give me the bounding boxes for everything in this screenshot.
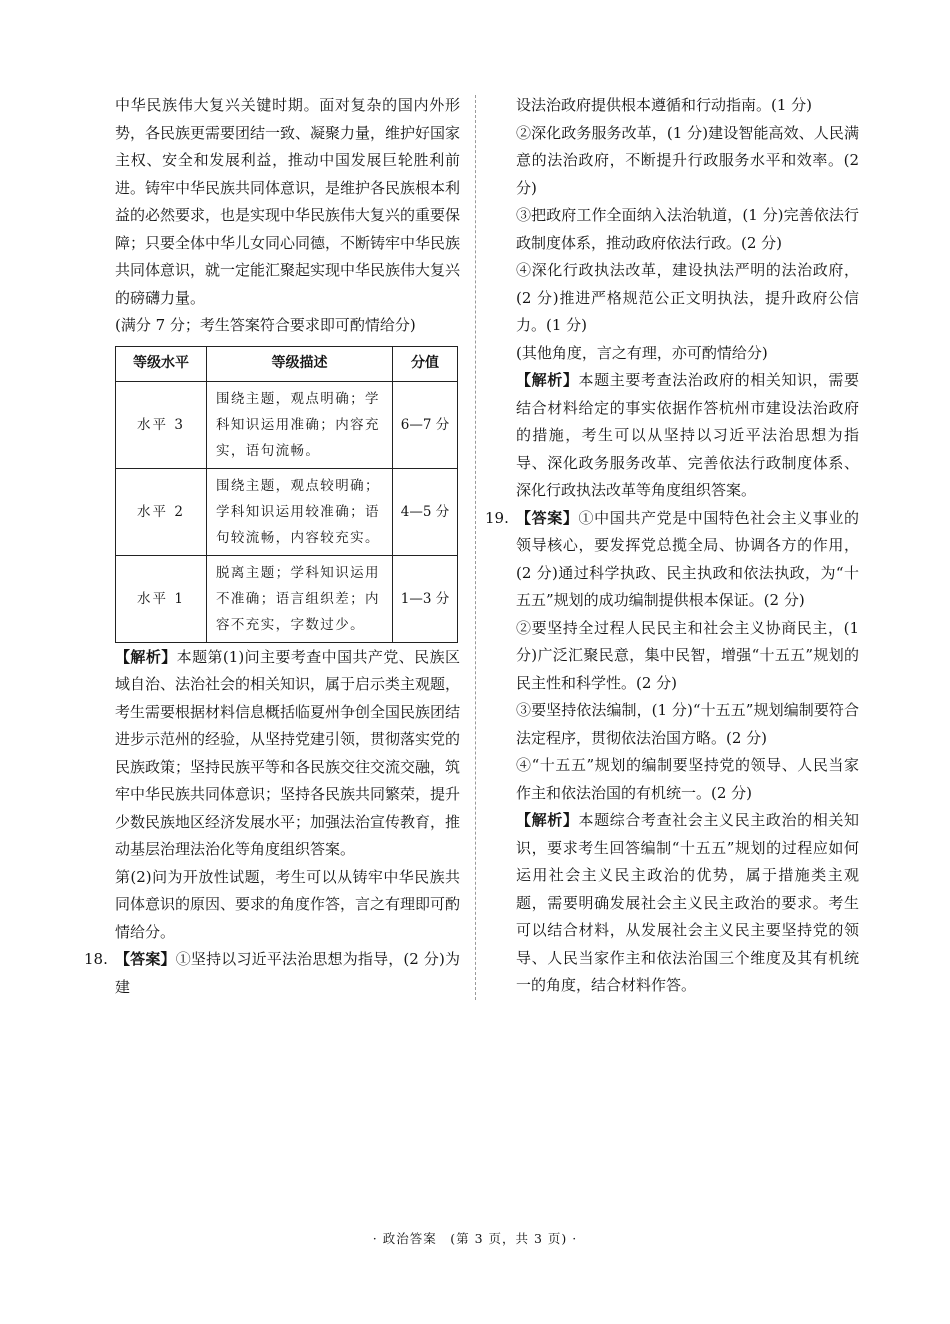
answer-text: ①坚持以习近平法治思想为指导，(2 分)为建 — [115, 950, 460, 996]
table-row — [116, 468, 458, 555]
q19-point-3: ③要坚持依法编制，(1 分)“十五五”规划编制要符合法定程序，贯彻依法治国方略。(2 分) — [516, 701, 859, 747]
score-cell: 4—5 分 — [393, 468, 458, 555]
grading-table — [115, 346, 458, 643]
q18-point-4: ④深化行政执法改革，建设执法严明的法治政府，(2 分)推进严格规范公正文明执法，提升政府公信力。(1 分) — [516, 261, 859, 334]
q19-point-1 — [516, 505, 859, 615]
q19-point-4: ④“十五五”规划的编制要坚持党的领导、人民当家作主和依法治国的有机统一。(2 分) — [516, 756, 859, 802]
column-divider — [475, 95, 476, 1000]
q19-analysis — [516, 807, 859, 1000]
analysis-text: 本题主要考查法治政府的相关知识，需要结合材料给定的事实依据作答杭州市建设法治政府的措施，考生可以从坚持以习近平法治思想为指导、深化政务服务改革、完善依法行政制度体系、深化行政执法改革等角度组织答案。 — [516, 371, 859, 499]
question-19 — [485, 505, 859, 615]
header-description: 等级描述 — [207, 346, 393, 381]
answer-tag: 【答案】 — [516, 508, 579, 527]
q17-analysis-part2: 第(2)问为开放性试题，考生可以从铸牢中华民族共同体意识的原因、要求的角度作答，言之有理即可酌情给分。 — [115, 867, 461, 941]
header-score: 分值 — [393, 346, 458, 381]
analysis-text: 本题综合考查社会主义民主政治的相关知识，要求考生回答编制“十五五”规划的过程应如何运用社会主义民主政治的优势，属于措施类主观题，需要明确发展社会主义民主政治的要求。考生可以结合材料，从发展社会主义民主要坚持党的领导、人民当家作主和依法治国三个维度及其有机统一的角度，结合材料作答。 — [516, 811, 859, 994]
table-row — [116, 555, 458, 642]
q17-answer-continuation: 中华民族伟大复兴关键时期。面对复杂的国内外形势，各民族更需要团结一致、凝聚力量，维护好国家主权、安全和发展利益，推动中国发展巨轮胜利前进。铸牢中华民族共同体意识，是维护各民族根本利益的必然要求，也是实现中华民族伟大复兴的重要保障；只要全体中华儿女同心同德，不断铸牢中华民族共同体意识，就一定能汇聚起实现中华民族伟大复兴的磅礴力量。 — [115, 96, 461, 307]
q18-point-2: ②深化政务服务改革，(1 分)建设智能高效、人民满意的法治政府，不断提升行政服务水平和效率。(2 分) — [516, 123, 859, 197]
table-row — [116, 381, 458, 468]
q18-other-note: (其他角度，言之有理，亦可酌情给分) — [516, 343, 768, 362]
scoring-note: (满分 7 分；考生答案符合要求即可酌情给分) — [115, 316, 416, 334]
analysis-tag: 【解析】 — [115, 647, 177, 666]
q19-point-2: ②要坚持全过程人民民主和社会主义协商民主，(1 分)广泛汇聚民意，集中民智，增强“十五五”规划的民主性和科学性。(2 分) — [516, 618, 859, 692]
level-cell: 水平 1 — [116, 555, 207, 642]
left-column — [84, 92, 461, 1001]
question-number: 18. — [84, 950, 108, 968]
q18-analysis — [516, 367, 859, 505]
score-cell: 6—7 分 — [393, 381, 458, 468]
answer-text: ①中国共产党是中国特色社会主义事业的领导核心，要发挥党总揽全局、协调各方的作用，(2 分)通过科学执政、民主执政和依法执政，为“十五五”规划的成功编制提供根本保证。(2 分) — [516, 508, 859, 609]
answer-tag: 【答案】 — [115, 950, 176, 968]
right-column — [485, 92, 859, 1000]
description-cell: 脱离主题；学科知识运用不准确；语言组织差；内容不充实，字数过少。 — [207, 555, 393, 642]
question-number: 19. — [485, 508, 509, 527]
grading-table-header-row — [116, 346, 458, 381]
analysis-tag: 【解析】 — [516, 811, 579, 829]
description-cell: 围绕主题，观点较明确；学科知识运用较准确；语句较流畅，内容较充实。 — [207, 468, 393, 555]
q18-answer-start — [115, 946, 460, 1001]
level-cell: 水平 3 — [116, 381, 207, 468]
analysis-text: 本题第(1)问主要考查中国共产党、民族区域自治、法治社会的相关知识，属于启示类主观题，考生需要根据材料信息概括临夏州争创全国民族团结进步示范州的经验，从坚持党建引领，贯彻落实党的民族政策；坚持民族平等和各民族交往交流交融，筑牢中华民族共同体意识；坚持各民族共同繁荣，提升少数民族地区经济发展水平；加强法治宣传教育，推动基层治理法治化等角度组织答案。 — [115, 647, 461, 858]
question-18 — [84, 946, 460, 1001]
score-cell: 1—3 分 — [393, 555, 458, 642]
level-cell: 水平 2 — [116, 468, 207, 555]
q18-answer-continuation: 设法治政府提供根本遵循和行动指南。(1 分) — [516, 96, 813, 114]
analysis-tag: 【解析】 — [516, 371, 579, 389]
header-level: 等级水平 — [116, 346, 207, 381]
q17-analysis — [115, 644, 460, 864]
q18-point-3: ③把政府工作全面纳入法治轨道，(1 分)完善依法行政制度体系，推动政府依法行政。(2 分) — [516, 206, 859, 252]
description-cell: 围绕主题，观点明确；学科知识运用准确；内容充实，语句流畅。 — [207, 381, 393, 468]
page-footer: · 政治答案 (第 3 页，共 3 页) · — [372, 1231, 578, 1246]
